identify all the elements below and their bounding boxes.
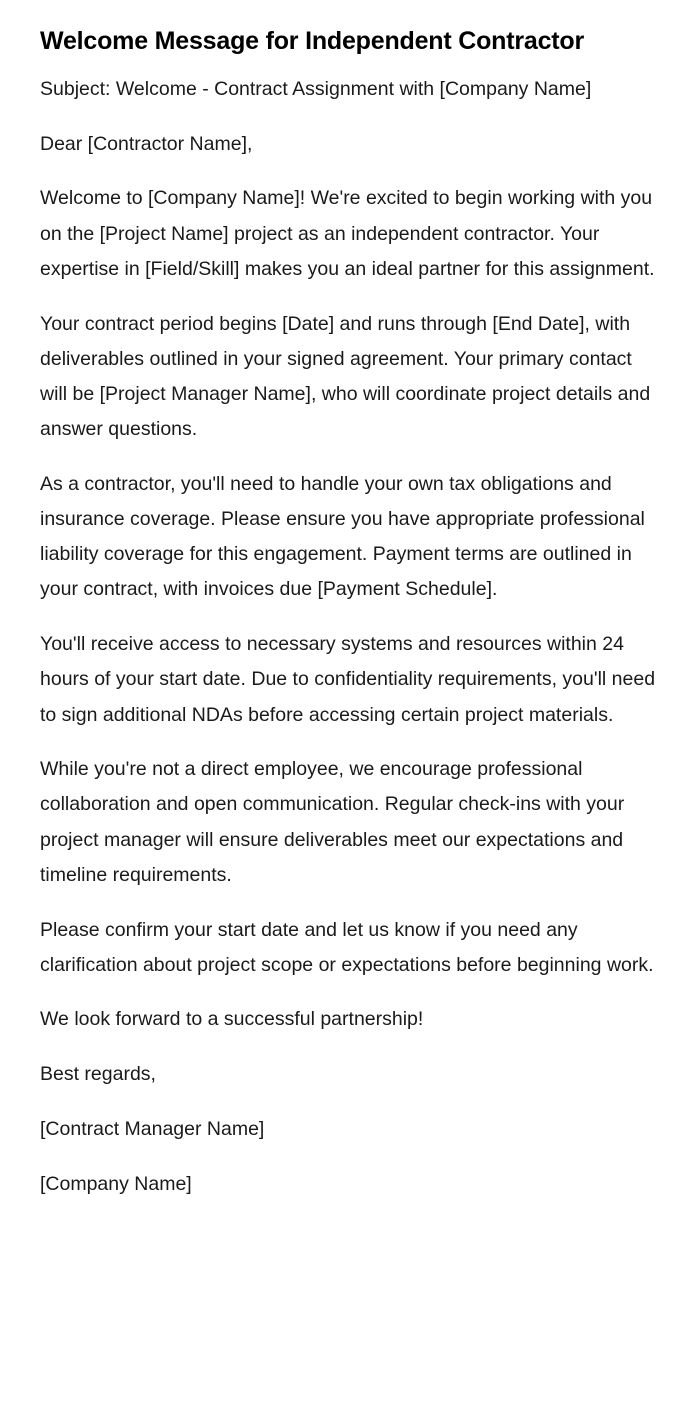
- document-title: Welcome Message for Independent Contractor: [40, 27, 585, 55]
- body-paragraph-welcome: Welcome to [Company Name]! We're excited to begin working with you on the [Project Name] project as an independent contractor. Your expertise in [Field/Skill] makes you an ideal partner for this assignment.: [40, 187, 655, 280]
- closing-line: We look forward to a successful partnership!: [40, 1008, 424, 1031]
- signer-company: [Company Name]: [40, 1172, 192, 1195]
- body-paragraph-collaboration: While you're not a direct employee, we encourage professional collaboration and open communication. Regular check-ins with your project manager will ensure deliverables meet our expectations and timeline requirements.: [40, 758, 625, 886]
- body-paragraph-confirm: Please confirm your start date and let us know if you need any clarification about project scope or expectations before beginning work.: [40, 918, 654, 976]
- subject-line: Subject: Welcome - Contract Assignment with [Company Name]: [40, 78, 592, 100]
- signer-name: [Contract Manager Name]: [40, 1117, 265, 1140]
- body-paragraph-access: You'll receive access to necessary systems and resources within 24 hours of your start date. Due to confidentiality requirements, you'll need to sign additional NDAs before accessing certain project materials.: [40, 633, 656, 726]
- sign-off: Best regards,: [40, 1063, 156, 1086]
- salutation: Dear [Contractor Name],: [40, 132, 253, 155]
- body-paragraph-contract-period: Your contract period begins [Date] and runs through [End Date], with deliverables outlined in your signed agreement. Your primary contact will be [Project Manager Name], who will coordinate project details and answer questions.: [40, 312, 651, 441]
- body-paragraph-tax-insurance: As a contractor, you'll need to handle your own tax obligations and insurance coverage. Please ensure you have appropriate professional liability coverage for this engagement. Payment terms are outlined in your contract, with invoices due [Payment Schedule].: [40, 472, 645, 601]
